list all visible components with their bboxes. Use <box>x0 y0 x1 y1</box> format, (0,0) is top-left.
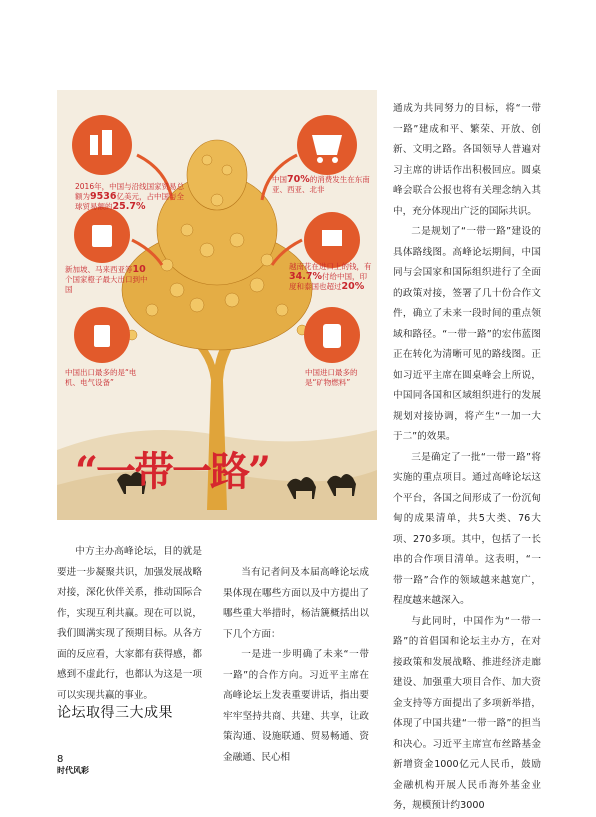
stat-trade: 2016年，中国与沿线国家贸易总额为9536亿美元，占中国与全球贸易额的25.7% <box>75 182 185 212</box>
paragraph: 二是规划了“一带一路”建设的具体路线图。高峰论坛期间，中国同与会国家和国际组织进行了全面的政策对接，签署了几十份合作文件，确立了未来一段时间的重点领域和路径。“一带一路”的宏伟蓝图正在转化为清晰可见的路线图。正如习近平主席在圆桌峰会上所说，中国同各国和区域组织进行的发展规划对接协调，将产生“一加一大于二”的效果。 <box>393 226 541 442</box>
paragraph: 当有记者问及本届高峰论坛成果体现在哪些方面以及中方提出了哪些重大举措时，杨洁篪概括出以下几个方面： <box>223 567 369 640</box>
article-column-1 <box>57 542 202 706</box>
section-heading: 论坛取得三大成果 <box>57 705 173 721</box>
magazine-brand: 时代风彩 <box>57 766 89 775</box>
stat-electronics: 中国出口最多的是“电机、电气设备” <box>65 368 137 387</box>
infographic-image <box>57 90 377 520</box>
paragraph: 与此同时，中国作为“一带一路”的首倡国和论坛主办方，在对接政策和发展战略、推进经济走廊建设、加强重大项目合作、加大资金支持等方面提出了多项新举措，体现了中国共建“一带一路”的担当和决心。习近平主席宣布丝路基金新增资金1000亿元人民币，鼓励金融机构开展人民币海外基金业务，规模预计约3000 <box>393 615 541 811</box>
stat-consume: 中国70%的消费发生在东南亚、西亚、北非 <box>272 174 370 194</box>
paragraph: 三是确定了一批“一带一路”将实施的重点项目。通过高峰论坛这个平台，各国之间形成了一份沉甸甸的成果清单，共5大类、76大项、270多项。其中，包括了一长串的合作项目清单。这表明，“一带一路”合作的领域越来越宽广，程度越来越深入。 <box>393 451 541 606</box>
stat-newzealand: 新加坡、马来西亚等10个国家橙子最大出口到中国 <box>65 264 148 294</box>
paragraph: 通成为共同努力的目标，将“一带一路”建成和平、繁荣、开放、创新、文明之路。各国领导人普遍对习主席的讲话作出积极回应。圆桌峰会联合公报也将有关理念纳入其中，充分体现出广泛的国际共识。 <box>393 103 541 217</box>
paragraph: 一是进一步明确了未来“一带一路”的合作方向。习近平主席在高峰论坛上发表重要讲话，指出要牢牢坚持共商、共建、共享，让政策沟通、设施联通、贸易畅通、资金融通、民心相 <box>223 649 369 763</box>
stat-minerals: 中国进口最多的是“矿物燃料” <box>305 368 358 387</box>
page-number: 8 <box>57 754 64 765</box>
paragraph: 中方主办高峰论坛，目的就是要进一步凝聚共识，加强发展战略对接，深化伙伴关系，推动国际合作，实现互利共赢。现在可以说，我们圆满实现了预期目标。从各方面的反应看，大家都有获得感，都感到不虚此行，也都认为这是一项可以实现共赢的事业。 <box>57 546 202 701</box>
infographic-title: “一带一路” <box>75 448 270 495</box>
article-column-3 <box>393 99 541 817</box>
stat-vietnam: 越南花在进口上的钱，有34.7%付给中国，印度和泰国也超过20% <box>289 262 372 292</box>
article-column-2 <box>223 563 369 768</box>
